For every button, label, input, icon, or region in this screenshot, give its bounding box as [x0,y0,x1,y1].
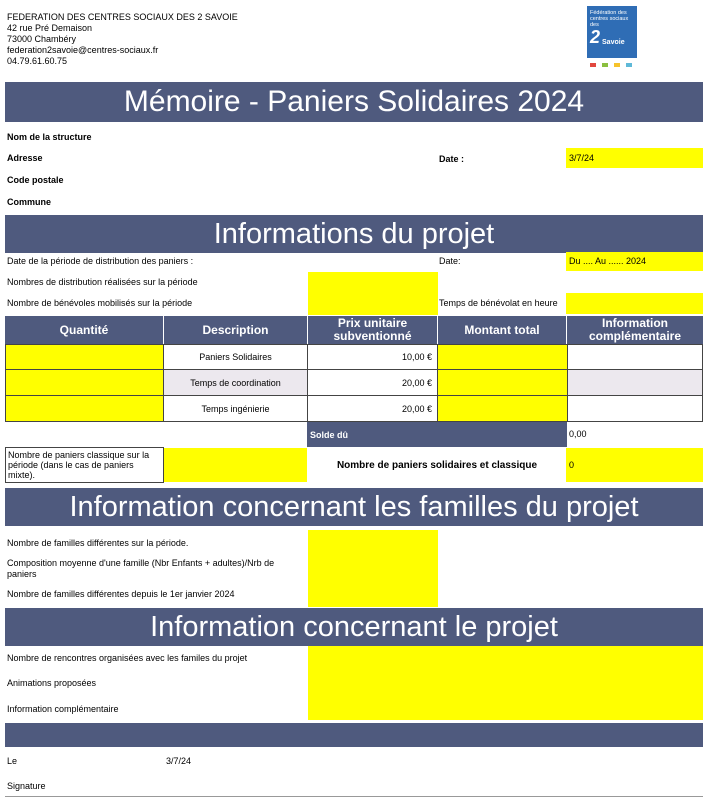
org-phone: 04.79.61.60.75 [7,56,68,66]
org-info [7,12,238,67]
logo-dot-green [602,63,608,67]
structure-date-field[interactable]: 3/7/24 [566,148,703,168]
structure-commune-label: Commune [7,197,52,207]
solde-label: Solde dû [307,422,567,447]
projet-answers-field[interactable] [308,646,703,720]
total-label: Nombre de paniers solidaires et classique [336,459,538,471]
org-email: federation2savoie@centres-sociaux.fr [7,45,159,55]
structure-date-label: Date : [439,154,465,164]
logo-line-3: des [590,22,599,28]
structure-postal-label: Code postale [7,175,64,185]
th-description: Description [164,316,307,344]
period-date-label: Date: [439,256,461,266]
familles-answers-field[interactable] [308,530,438,607]
logo-dot-yellow [614,63,620,67]
row2-prix: 20,00 € [307,369,438,396]
period-label: Date de la période de distribution des paniers : [7,256,194,266]
section-familles: Information concernant les familles du projet [5,488,703,526]
distributions-label: Nombres de distribution réalisées sur la période [7,277,198,287]
org-street: 42 rue Pré Demaison [7,23,93,33]
row2-quantite[interactable] [5,369,164,396]
temps-benevolat-field[interactable] [566,293,703,314]
row1-quantite[interactable] [5,344,164,370]
th-montant: Montant total [438,316,566,344]
org-name: FEDERATION DES CENTRES SOCIAUX DES 2 SAVOIE [7,12,238,22]
logo-line-2: centres sociaux [590,16,629,22]
structure-name-label: Nom de la structure [7,132,92,142]
footer-line [5,796,703,797]
logo-line-1: Fédération des [590,10,627,16]
classique-field[interactable] [164,448,307,482]
familles-q1: Nombre de familles différentes sur la période. [7,538,189,548]
th-quantite: Quantité [5,316,163,344]
logo-dot-red [590,63,596,67]
logo-big-2: 2 [590,27,601,47]
projet-q1: Nombre de rencontres organisées avec les familes du projet [7,653,248,663]
page-title: Mémoire - Paniers Solidaires 2024 [5,82,703,122]
section-projet: Information concernant le projet [5,608,703,646]
row1-montant[interactable] [437,344,568,370]
projet-q3: Information complémentaire [7,704,119,714]
org-city: 73000 Chambéry [7,34,77,44]
solde-value: 0,00 [569,429,587,439]
familles-q2: Composition moyenne d'une famille (Nbr Enfants + adultes)/Nrb de paniers [7,558,275,579]
section-projet-info: Informations du projet [5,215,703,253]
row3-quantite[interactable] [5,395,164,422]
row1-info[interactable] [567,344,703,370]
row2-montant[interactable] [437,369,568,396]
familles-q3: Nombre de familles différentes depuis le 1er janvier 2024 [7,589,235,599]
federation-logo [587,6,637,58]
th-prix: Prix unitaire subventionné [308,316,437,344]
bottom-divider [5,723,703,747]
row1-description: Paniers Solidaires [163,344,308,370]
row3-prix: 20,00 € [307,395,438,422]
row2-description: Temps de coordination [163,369,308,396]
row3-description: Temps ingénierie [163,395,308,422]
classique-label: Nombre de paniers classique sur la période (dans le cas de paniers mixte). [5,447,164,483]
period-date-field[interactable]: Du .... Au ...... 2024 [566,252,703,271]
total-value: 0 [566,448,703,482]
benevoles-label: Nombre de bénévoles mobilisés sur la période [7,298,193,308]
footer-signature-label: Signature [7,781,46,791]
distributions-benevoles-field[interactable] [308,272,438,315]
structure-address-label: Adresse [7,153,43,163]
footer-le-label: Le [7,756,18,766]
row3-montant[interactable] [437,395,568,422]
footer-le-value: 3/7/24 [166,756,192,766]
logo-word: Savoie [602,39,625,46]
th-info: Information complémentaire [567,316,703,344]
row1-prix: 10,00 € [307,344,438,370]
projet-q2: Animations proposées [7,678,97,688]
row3-info[interactable] [567,395,703,422]
logo-dot-blue [626,63,632,67]
temps-benevolat-label: Temps de bénévolat en heure [439,298,558,308]
row2-info[interactable] [567,369,703,396]
